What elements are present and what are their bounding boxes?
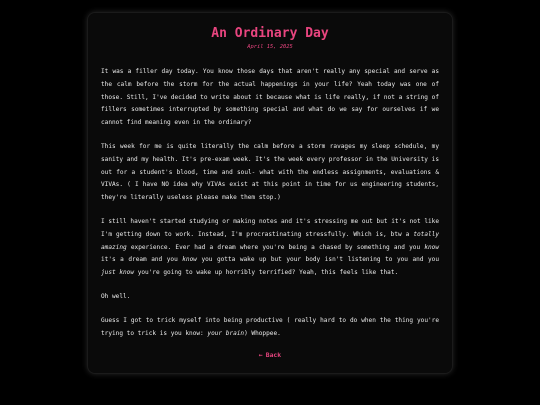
paragraph-3-text-e: it's a dream and you: [101, 256, 183, 264]
paragraph-5-text-c: ) Whoppee.: [244, 329, 281, 337]
emphasis-just-know: just know: [101, 269, 135, 277]
post-date: April 15, 2025: [247, 44, 293, 50]
back-arrow-icon: ←: [258, 351, 263, 360]
paragraph-2: This week for me is quite literally the calm before a storm ravages my sleep schedule, my sanity and my health. It's pre-exam week. It's the week every professor in the University is out for a student's blood, time and soul- what with the endless assignments, evaluations & VIVAs. ( I have NO idea why VIVAs exist at this point in time for us engineering students, they're literally useless please make them stop.): [101, 142, 439, 202]
post-card: [87, 12, 453, 374]
paragraph-5-text-a: Guess I got to trick myself into being productive ( really hard to do when the thing you're trying to trick is you know:: [101, 316, 439, 337]
paragraph-3-text-c: experience. Ever had a dream where you're being a chased by something and you: [126, 243, 425, 251]
paragraph-3-text-i: you're going to wake up horribly terrified? Yeah, this feels like that.: [134, 269, 399, 277]
paragraph-4: Oh well.: [101, 292, 131, 300]
back-label: Back: [265, 351, 282, 360]
paragraph-3-text-g: you gotta wake up but your body isn't listening to you and you: [196, 256, 439, 264]
post-content: [101, 66, 439, 340]
paragraph-3-text-a: I still haven't started studying or making notes and it's stressing me out but it's not like I'm getting down to work. Instead, I'm procrastinating stressfully. Which is, btw a: [101, 217, 439, 238]
emphasis-know-1: know: [424, 243, 439, 251]
emphasis-know-2: know: [182, 256, 197, 264]
back-link[interactable]: [101, 351, 439, 359]
emphasis-your-brain: your brain: [207, 329, 245, 337]
paragraph-5: [101, 315, 439, 341]
emphasis-totally-amazing: totally amazing: [101, 230, 439, 251]
paragraph-3: [101, 216, 439, 280]
post-title: An Ordinary Day: [211, 26, 329, 41]
paragraph-1: It was a filler day today. You know those days that aren't really any special and serve as the calm before the storm for the actual happenings in your life? Yeah today was one of those. Still, I've decided to write about it because what is life really, if not a string of fillers sometimes interrupted by something special and what do we say for ourselves if we cannot find meaning even in the ordinary?: [101, 68, 439, 127]
